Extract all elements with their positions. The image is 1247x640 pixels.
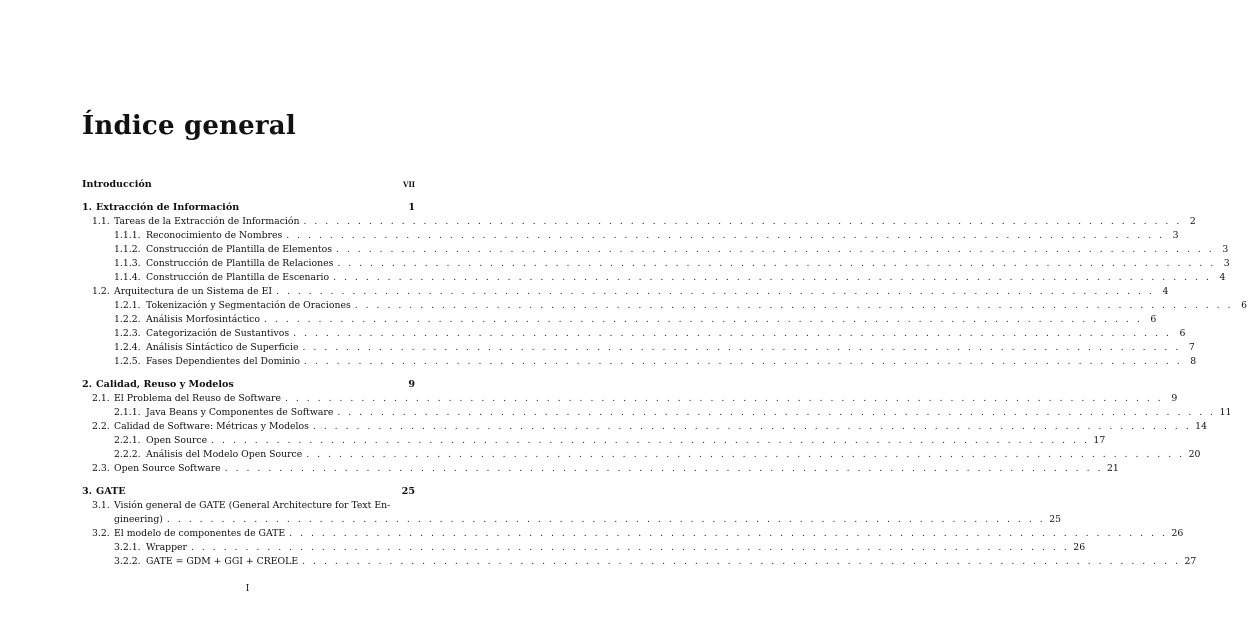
toc-leader: [286, 229, 1164, 243]
toc-entry-title: Tareas de la Extracción de Información: [114, 216, 300, 227]
toc-entry-page: 14: [1195, 421, 1207, 432]
toc-leader: [306, 448, 1184, 462]
toc-entry-section[interactable]: [82, 285, 1169, 299]
toc-entry-title: Java Beans y Componentes de Software: [146, 407, 334, 418]
toc-entry-subsection[interactable]: [82, 229, 1179, 243]
toc-leader: [293, 327, 1171, 341]
toc-entry-number: 3.: [82, 486, 93, 497]
toc-entry-page: 4: [1219, 272, 1226, 283]
toc-entry-title: Construcción de Plantilla de Relaciones: [146, 258, 334, 269]
toc-entry-title: Calidad, Reuso y Modelos: [96, 379, 234, 390]
toc-entry-section[interactable]: [82, 392, 1178, 406]
toc-entry-number: 1.2.5.: [114, 356, 141, 367]
toc-leader: [211, 434, 1089, 448]
toc-entry-title: gineering): [114, 514, 163, 525]
toc-leader: [313, 420, 1191, 434]
toc-entry-page: 3: [1222, 244, 1229, 255]
toc-entry-title: Calidad de Software: Métricas y Modelos: [114, 421, 309, 432]
toc-entry-number: 2.2.: [92, 421, 110, 432]
toc-entry-page: 8: [1190, 356, 1197, 367]
toc-entry-page: 9: [1171, 393, 1178, 404]
toc-leader: [225, 462, 1103, 476]
toc-entry-title: GATE = GDM + GGI + CREOLE: [146, 556, 299, 567]
toc-entry-number: 2.2.1.: [114, 435, 141, 446]
toc-entry-page: 6: [1150, 314, 1157, 325]
toc-entry-title: GATE: [96, 486, 126, 497]
toc-entry-title: Reconocimiento de Nombres: [146, 230, 283, 241]
toc-entry-number: 2.2.2.: [114, 449, 141, 460]
toc-entry-number: 2.: [82, 379, 93, 390]
toc-entry-subsection[interactable]: [82, 448, 1201, 462]
toc-entry-page: 3: [1223, 258, 1230, 269]
toc-entry-subsection[interactable]: [82, 271, 1226, 285]
toc-entry-section-continued[interactable]: [82, 513, 1062, 527]
toc-entry-page: 25: [1049, 514, 1062, 525]
toc-entry-chapter-1[interactable]: [82, 201, 415, 215]
toc-entry-page: 3: [1172, 230, 1179, 241]
toc-entry-title: Tokenización y Segmentación de Oraciones: [146, 300, 351, 311]
page-number: I: [245, 584, 250, 594]
toc-entry-subsection[interactable]: [82, 434, 1106, 448]
toc-entry-title: Arquitectura de un Sistema de EI: [114, 286, 273, 297]
toc-entry-page: 9: [408, 379, 415, 390]
toc-entry-subsection[interactable]: [82, 406, 1232, 420]
toc-entry-section[interactable]: [82, 420, 1207, 434]
toc-entry-number: 3.2.: [92, 528, 110, 539]
toc-entry-page: 2: [1189, 216, 1196, 227]
toc-entry-chapter-3[interactable]: [82, 485, 415, 499]
toc-leader: [276, 285, 1154, 299]
toc-leader: [302, 555, 1180, 569]
toc-entry-number: 1.1.: [92, 216, 110, 227]
toc-entry-title: Construcción de Plantilla de Elementos: [146, 244, 332, 255]
toc-entry-number: 1.2.1.: [114, 300, 141, 311]
toc-leader: [285, 392, 1163, 406]
toc-leader: [289, 527, 1167, 541]
toc-entry-title: Fases Dependientes del Dominio: [146, 356, 300, 367]
toc-entry-number: 1.1.1.: [114, 230, 141, 241]
toc-leader: [303, 215, 1181, 229]
toc-entry-page: 6: [1179, 328, 1186, 339]
toc-entry-number: 1.2.: [92, 286, 110, 297]
toc-entry-subsection[interactable]: [82, 555, 1197, 569]
toc-entry-number: 1.2.4.: [114, 342, 141, 353]
toc-entry-page: 4: [1162, 286, 1169, 297]
toc-entry-number: 2.1.: [92, 393, 110, 404]
toc-entry-title: Extracción de Información: [96, 202, 240, 213]
toc-entry-subsection[interactable]: [82, 243, 1229, 257]
toc-entry-page: 25: [401, 486, 415, 497]
toc-entry-number: 3.2.1.: [114, 542, 141, 553]
toc-entry-subsection[interactable]: [82, 313, 1157, 327]
toc-entry-intro[interactable]: [82, 178, 415, 192]
toc-leader: [303, 341, 1181, 355]
toc-entry-section[interactable]: [82, 462, 1119, 476]
toc-entry-subsection[interactable]: [82, 341, 1195, 355]
toc-entry-title: Categorización de Sustantivos: [146, 328, 290, 339]
page-title: Índice general: [82, 111, 296, 141]
toc-entry-title: Construcción de Plantilla de Escenario: [146, 272, 330, 283]
toc-entry-title: Visión general de GATE (General Architecture for Text En-: [114, 500, 391, 511]
toc-entry-subsection[interactable]: [82, 541, 1086, 555]
toc-entry-page: vii: [403, 179, 415, 190]
toc-entry-number: 1.1.3.: [114, 258, 141, 269]
toc-entry-chapter-2[interactable]: [82, 378, 415, 392]
toc-entry-number: 1.2.3.: [114, 328, 141, 339]
toc-leader: [191, 541, 1069, 555]
toc-entry-title: Open Source: [146, 435, 208, 446]
toc-entry-section[interactable]: [82, 527, 1184, 541]
toc-entry-section[interactable]: [82, 215, 1196, 229]
toc-entry-section[interactable]: [82, 499, 415, 513]
toc-entry-title: Wrapper: [146, 542, 187, 553]
toc-entry-number: 1.1.2.: [114, 244, 141, 255]
toc-entry-number: 3.2.2.: [114, 556, 141, 567]
toc-leader: [337, 406, 1215, 420]
toc-entry-page: 7: [1188, 342, 1195, 353]
toc-entry-number: 2.1.1.: [114, 407, 141, 418]
toc-entry-number: 2.3.: [92, 463, 110, 474]
toc-entry-number: 1.1.4.: [114, 272, 141, 283]
toc-leader: [304, 355, 1182, 369]
toc-leader: [336, 243, 1214, 257]
toc-leader: [355, 299, 1233, 313]
toc-entry-number: 1.2.2.: [114, 314, 141, 325]
toc-entry-page: 6: [1241, 300, 1247, 311]
toc-entry-title: Introducción: [82, 179, 152, 190]
toc-entry-page: 20: [1188, 449, 1201, 460]
toc-leader: [264, 313, 1142, 327]
toc-entry-page: 27: [1184, 556, 1197, 567]
toc-leader: [333, 271, 1211, 285]
toc-entry-title: El Problema del Reuso de Software: [114, 393, 281, 404]
toc-entry-number: 1.: [82, 202, 93, 213]
toc-entry-title: Análisis Sintáctico de Superficie: [146, 342, 299, 353]
toc-entry-title: Open Source Software: [114, 463, 221, 474]
toc-entry-page: 26: [1171, 528, 1184, 539]
toc-entry-subsection[interactable]: [82, 257, 1230, 271]
toc-entry-page: 11: [1219, 407, 1232, 418]
toc-entry-title: Análisis Morfosintáctico: [146, 314, 260, 325]
toc-entry-subsection[interactable]: [82, 327, 1186, 341]
toc-entry-subsection[interactable]: [82, 299, 1247, 313]
toc-entry-page: 21: [1106, 463, 1119, 474]
toc-entry-title: Análisis del Modelo Open Source: [146, 449, 303, 460]
toc-entry-page: 17: [1093, 435, 1106, 446]
toc-entry-subsection[interactable]: [82, 355, 1197, 369]
toc-leader: [167, 513, 1045, 527]
toc-entry-page: 1: [408, 202, 415, 213]
toc-entry-page: 26: [1073, 542, 1086, 553]
toc-leader: [337, 257, 1215, 271]
toc-entry-title: El modelo de componentes de GATE: [114, 528, 286, 539]
toc-entry-number: 3.1.: [92, 500, 110, 511]
